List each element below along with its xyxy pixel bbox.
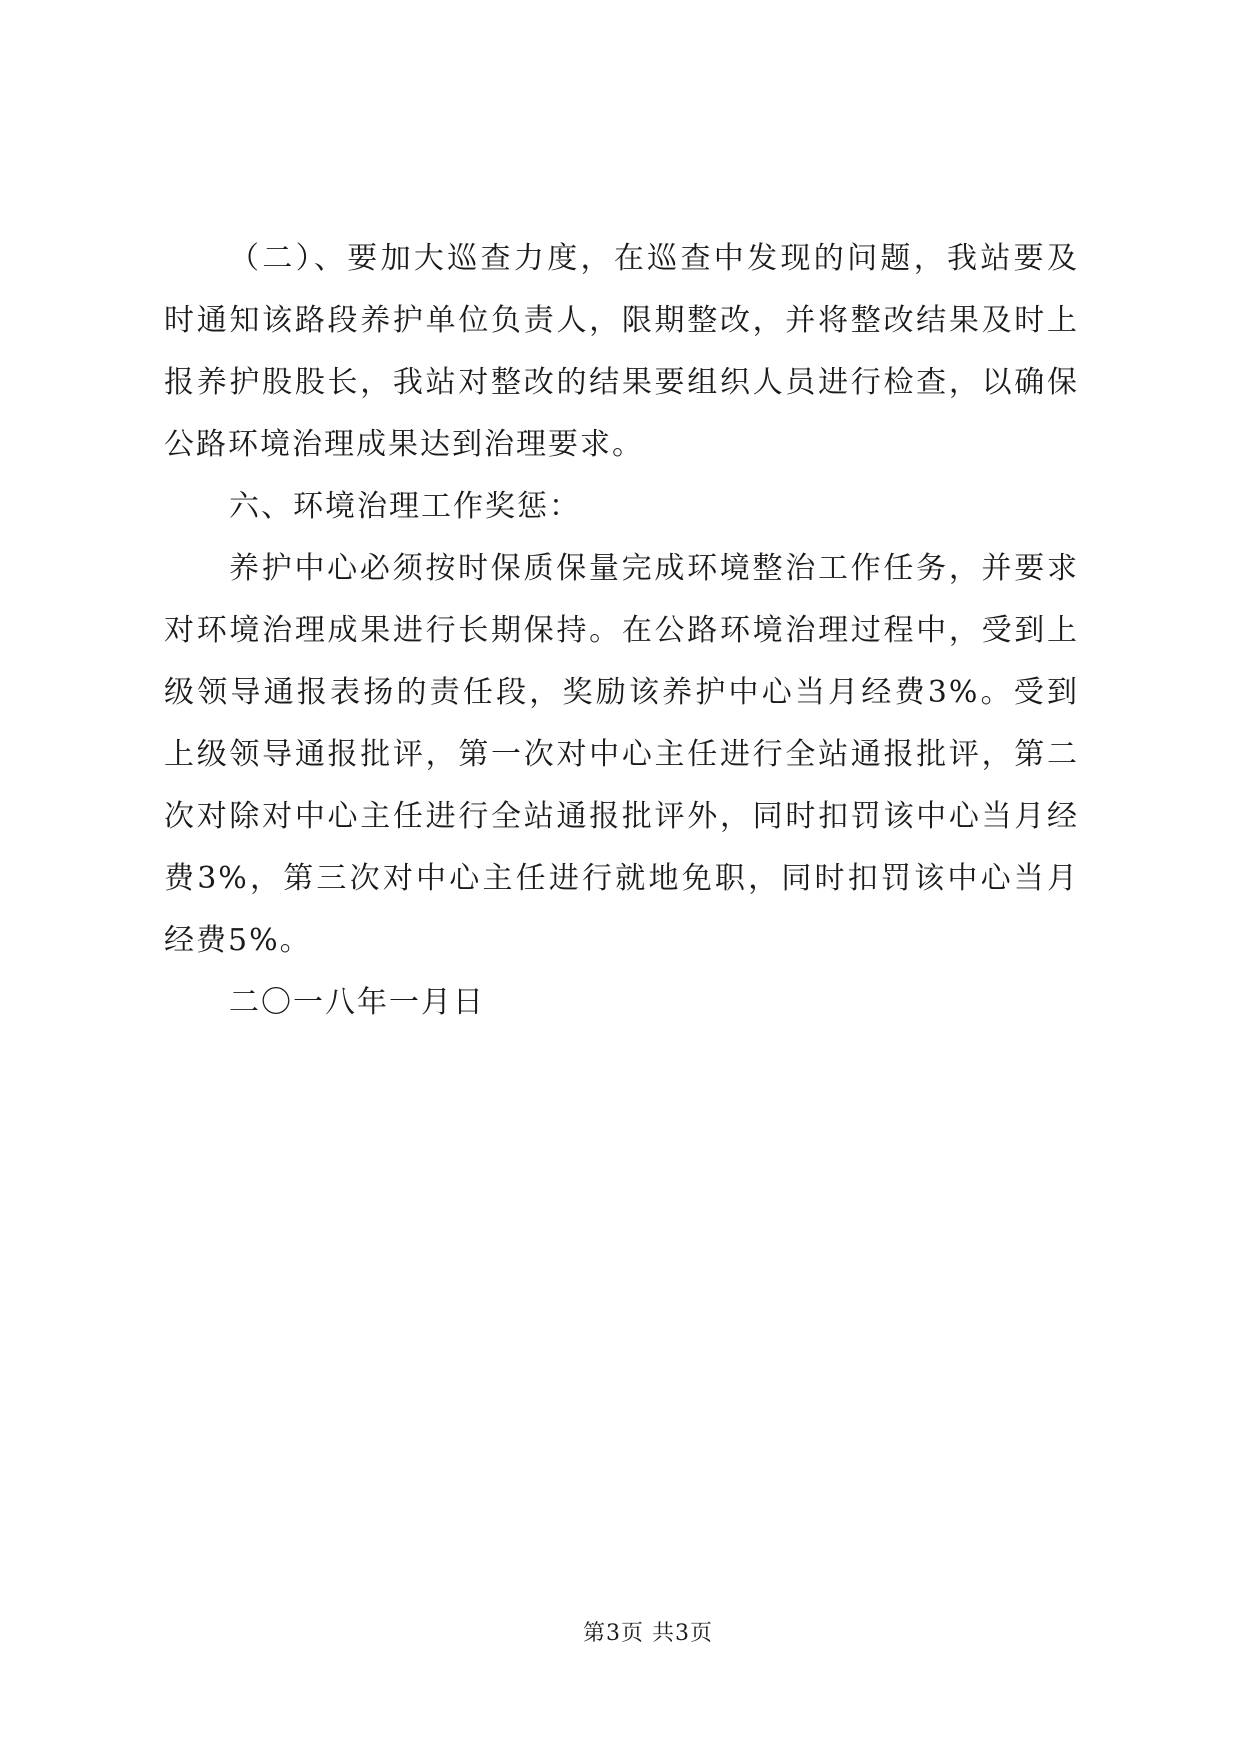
paragraph-line: （二）、要加大巡查力度，在巡查中发现的问题，我站要及 xyxy=(229,241,1079,276)
paragraph-line: 时通知该路段养护单位负责人，限期整改，并将整改结果及时上 xyxy=(164,303,1079,338)
paragraph-line: 报养护股股长，我站对整改的结果要组织人员进行检查，以确保 xyxy=(164,365,1079,400)
document-date xyxy=(164,972,1079,1034)
date-text: 二〇一八年一月日 xyxy=(229,985,485,1020)
paragraph-line: 次对除对中心主任进行全站通报批评外，同时扣罚该中心当月经 xyxy=(164,799,1079,834)
section-heading xyxy=(164,476,1079,538)
paragraph-line: 上级领导通报批评，第一次对中心主任进行全站通报批评，第二 xyxy=(164,737,1079,772)
page-number-indicator: 第3页 共3页 xyxy=(583,1621,713,1646)
paragraph-rewards-penalties xyxy=(164,538,1079,972)
paragraph-line: 养护中心必须按时保质保量完成环境整治工作任务，并要求 xyxy=(229,551,1079,586)
paragraph-line: 公路环境治理成果达到治理要求。 xyxy=(164,427,644,462)
paragraph-inspection xyxy=(164,228,1079,476)
page-footer xyxy=(548,1618,748,1650)
document-body xyxy=(164,228,1079,1034)
section-heading-text: 六、环境治理工作奖惩： xyxy=(229,489,581,524)
paragraph-line: 对环境治理成果进行长期保持。在公路环境治理过程中，受到上 xyxy=(164,613,1079,648)
paragraph-line: 经费5%。 xyxy=(164,923,312,958)
paragraph-line: 级领导通报表扬的责任段，奖励该养护中心当月经费3%。受到 xyxy=(164,675,1079,710)
paragraph-line: 费3%，第三次对中心主任进行就地免职，同时扣罚该中心当月 xyxy=(164,861,1079,896)
